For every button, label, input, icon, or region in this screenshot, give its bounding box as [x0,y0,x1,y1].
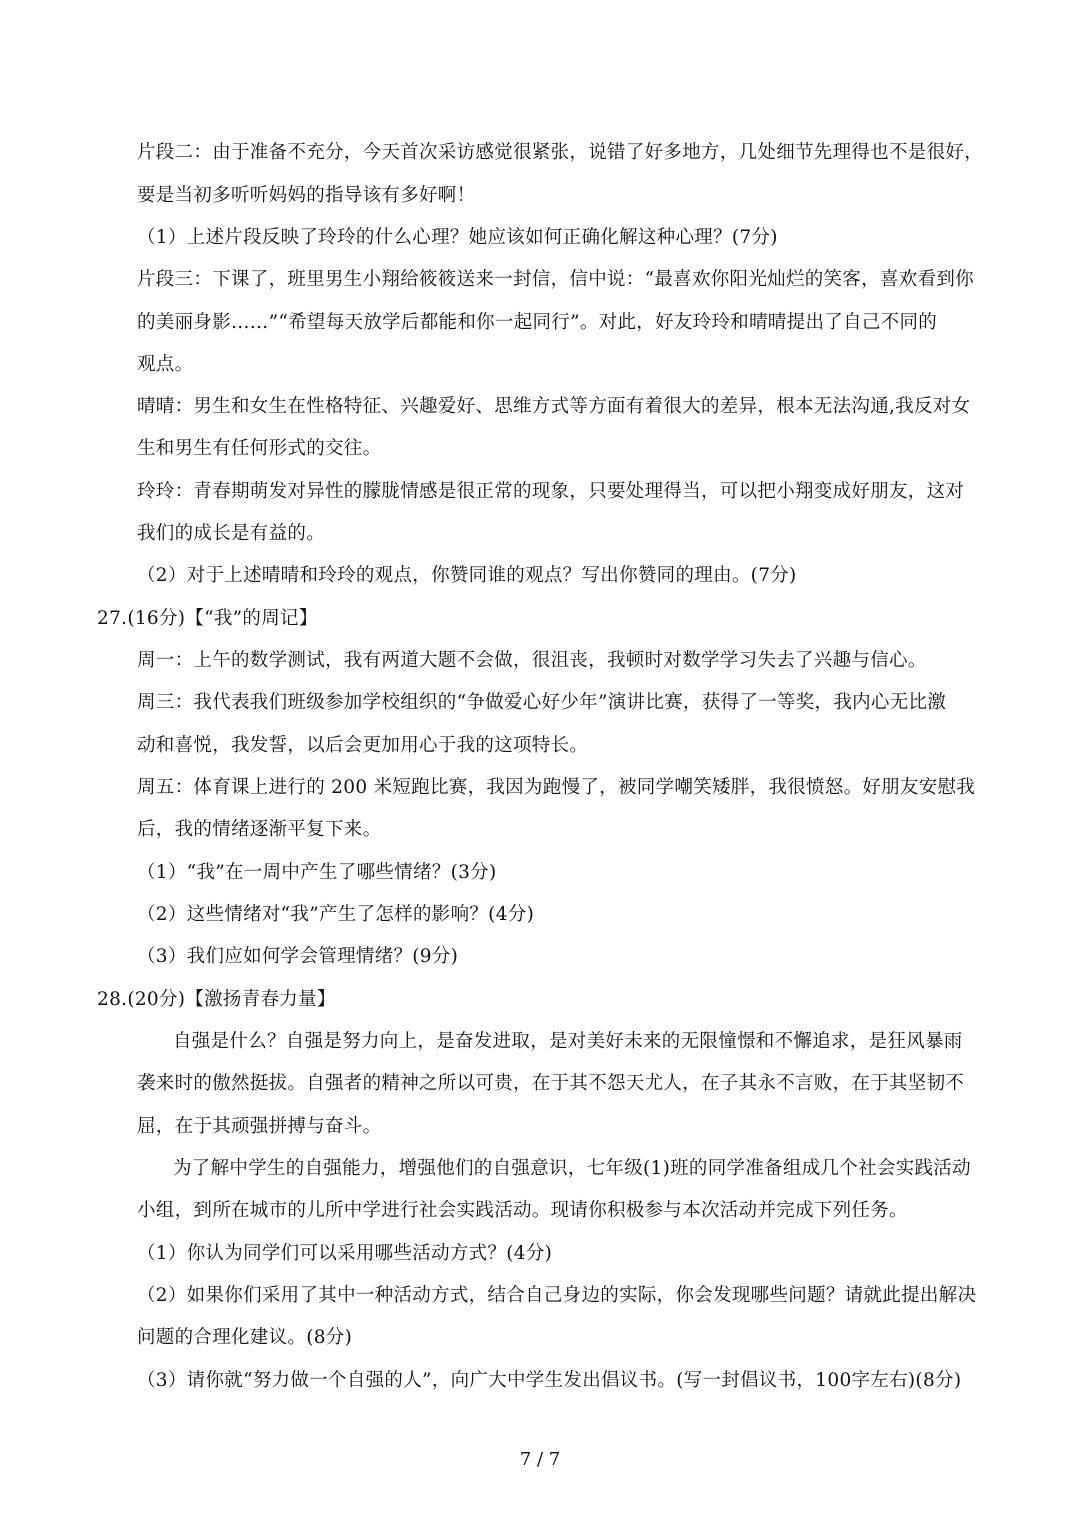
question-item: （1）上述片段反映了玲玲的什么心理？她应该如何正确化解这种心理？(7分) [137,227,778,248]
question-heading: 28.(20分)【激扬青春力量】 [97,989,336,1010]
question-item: （1）你认为同学们可以采用哪些活动方式？(4分) [137,1243,553,1264]
text-line: 动和喜悦，我发誓，以后会更加用心于我的这项特长。 [137,735,589,756]
text-line: 为了解中学生的自强能力，增强他们的自强意识，七年级(1)班的同学准备组成几个社会实践活动 [173,1158,971,1179]
text-line: 后，我的情绪逐渐平复下来。 [137,819,382,840]
text-line: 问题的合理化建议。(8分) [137,1327,353,1348]
question-item: （2）对于上述晴晴和玲玲的观点，你赞同谁的观点？写出你赞同的理由。(7分) [137,565,797,586]
text-line: 我们的成长是有益的。 [137,523,326,544]
text-line: 袭来时的傲然挺拔。自强者的精神之所以可贵，在于其不怨天尤人，在子其永不言败，在于其坚韧不 [137,1073,965,1094]
text-line: 自强是什么？自强是努力向上，是奋发进取，是对美好未来的无限憧憬和不懈追求，是狂风暴雨 [173,1031,963,1052]
question-item: （2）这些情绪对“我”产生了怎样的影响？(4分) [137,904,535,925]
text-line: 周三：我代表我们班级参加学校组织的“争做爱心好少年”演讲比赛，获得了一等奖，我内心无比激 [137,692,947,713]
text-line: 玲玲：青春期萌发对异性的朦胧情感是很正常的现象，只要处理得当，可以把小翔变成好朋友，这对 [137,481,965,502]
question-item: （3）我们应如何学会管理情绪？(9分) [137,946,459,967]
text-line: 屈，在于其顽强拼搏与奋斗。 [137,1116,382,1137]
page-number: 7 / 7 [519,1449,561,1470]
question-item: （2）如果你们采用了其中一种活动方式，结合自己身边的实际，你会发现哪些问题？请就此提出解决 [137,1285,977,1306]
text-line: 生和男生有任何形式的交往。 [137,438,382,459]
text-line: 片段二：由于准备不充分，今天首次采访感觉很紧张，说错了好多地方，几处细节先理得也不是很好， [137,142,984,163]
question-item: （3）请你就“努力做一个自强的人”，向广大中学生发出倡议书。(写一封倡议书，100字左右)(8分) [137,1370,962,1391]
text-line: 周一：上午的数学测试，我有两道大题不会做，很沮丧，我顿时对数学学习失去了兴趣与信心。 [137,650,927,671]
question-heading: 27.(16分)【“我”的周记】 [97,608,318,629]
text-line: 晴晴：男生和女生在性格特征、兴趣爱好、思维方式等方面有着很大的差异，根本无法沟通,我反对女 [137,396,971,417]
text-line: 要是当初多听听妈妈的指导该有多好啊！ [137,185,476,206]
question-item: （1）“我”在一周中产生了哪些情绪？(3分) [137,862,497,883]
text-line: 小组，到所在城市的儿所中学进行社会实践活动。现请你积极参与本次活动并完成下列任务。 [137,1200,908,1221]
text-line: 的美丽身影……”“希望每天放学后都能和你一起同行”。对此，好友玲玲和晴晴提出了自己不同的 [137,312,938,333]
text-line: 观点。 [137,354,194,375]
text-line: 周五：体育课上进行的 200 米短跑比赛，我因为跑慢了，被同学嘲笑矮胖，我很愤怒。好朋友安慰我 [137,777,976,798]
text-line: 片段三：下课了，班里男生小翔给筱筱送来一封信，信中说：“最喜欢你阳光灿烂的笑客，喜欢看到你 [137,269,974,290]
